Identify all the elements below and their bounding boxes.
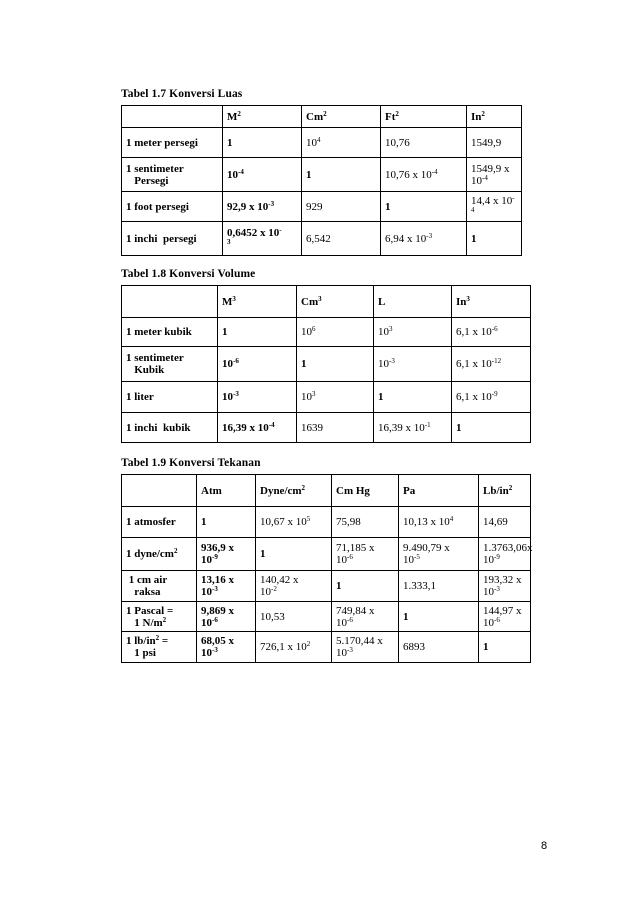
header-cell: L bbox=[374, 286, 452, 318]
row-label-cell: 1 liter bbox=[122, 382, 218, 413]
header-cell: Cm$^2$ bbox=[302, 106, 381, 128]
table-row bbox=[122, 507, 531, 538]
table-cell: 929 bbox=[302, 192, 381, 222]
table-header-row bbox=[122, 286, 531, 318]
row-label-cell: 1 foot persegi bbox=[122, 192, 223, 222]
table-cell: $10^6$ bbox=[297, 318, 374, 347]
table-cell: 1 bbox=[297, 347, 374, 382]
table-cell: 1 bbox=[332, 571, 399, 602]
table-cell: 10,76 bbox=[381, 128, 467, 158]
table-1-9-caption: Tabel 1.9 Konversi Tekanan bbox=[121, 457, 261, 469]
header-cell: Pa bbox=[399, 475, 479, 507]
header-cell: Cm Hg bbox=[332, 475, 399, 507]
table-cell: 1 bbox=[302, 158, 381, 192]
table-cell: 1549,9 x $10^{-4}$ bbox=[467, 158, 522, 192]
header-cell: Cm$^3$ bbox=[297, 286, 374, 318]
table-row bbox=[122, 318, 531, 347]
table-1-8 bbox=[121, 285, 531, 443]
table-header-row bbox=[122, 106, 522, 128]
table-cell: 6,1 x $10^{-12}$ bbox=[452, 347, 531, 382]
table-cell: 9,869 x $10^{-6}$ bbox=[197, 602, 256, 632]
table-cell: 14,69 bbox=[479, 507, 531, 538]
table-cell: 749,84 x $10^{-6}$ bbox=[332, 602, 399, 632]
table-row bbox=[122, 632, 531, 663]
table-cell: 10,13 x $10^4$ bbox=[399, 507, 479, 538]
table-cell: $10^{-3}$ bbox=[218, 382, 297, 413]
header-cell: In$^2$ bbox=[467, 106, 522, 128]
table-row bbox=[122, 538, 531, 571]
table-cell: 1.3763,06x $10^{-9}$ bbox=[479, 538, 531, 571]
table-cell: 16,39 x $10^{-4}$ bbox=[218, 413, 297, 443]
table-cell: 75,98 bbox=[332, 507, 399, 538]
row-label-cell: 1 meter persegi bbox=[122, 128, 223, 158]
table-1-7-caption: Tabel 1.7 Konversi Luas bbox=[121, 88, 243, 100]
row-label-cell: 1 dyne/$cm^2$ bbox=[122, 538, 197, 571]
table-cell: 6893 bbox=[399, 632, 479, 663]
table-cell: 9.490,79 x $10^{-5}$ bbox=[399, 538, 479, 571]
header-cell: Atm bbox=[197, 475, 256, 507]
table-cell: 71,185 x $10^{-6}$ bbox=[332, 538, 399, 571]
header-cell bbox=[122, 106, 223, 128]
table-cell: 1 bbox=[256, 538, 332, 571]
table-cell: 5.170,44 x $10^{-3}$ bbox=[332, 632, 399, 663]
table-row bbox=[122, 192, 522, 222]
table-cell: 13,16 x $10^{-3}$ bbox=[197, 571, 256, 602]
table-cell: 1 bbox=[399, 602, 479, 632]
table-cell: 68,05 x $10^{-3}$ bbox=[197, 632, 256, 663]
header-cell: $Lb/in^2$ bbox=[479, 475, 531, 507]
row-label-cell: 1 inchi persegi bbox=[122, 222, 223, 256]
table-cell: 10,67 x $10^5$ bbox=[256, 507, 332, 538]
table-cell: 16,39 x $10^{-1}$ bbox=[374, 413, 452, 443]
table-cell: 1.333,1 bbox=[399, 571, 479, 602]
table-cell: 144,97 x $10^{-6}$ bbox=[479, 602, 531, 632]
table-cell: 14,4 x $10^{-4}$ bbox=[467, 192, 522, 222]
table-row bbox=[122, 382, 531, 413]
table-cell: $10^{-6}$ bbox=[218, 347, 297, 382]
table-cell: 6,1 x $10^{-6}$ bbox=[452, 318, 531, 347]
row-label-cell: 1 atmosfer bbox=[122, 507, 197, 538]
row-label-cell: 1 inchi kubik bbox=[122, 413, 218, 443]
header-cell bbox=[122, 475, 197, 507]
row-label-cell: 1 sentimeter Persegi bbox=[122, 158, 223, 192]
table-cell: 6,94 x $10^{-3}$ bbox=[381, 222, 467, 256]
table-cell: 1 bbox=[467, 222, 522, 256]
table-cell: 936,9 x $10^{-9}$ bbox=[197, 538, 256, 571]
table-cell: 6,1 x $10^{-9}$ bbox=[452, 382, 531, 413]
table-cell: 193,32 x $10^{-3}$ bbox=[479, 571, 531, 602]
table-row bbox=[122, 128, 522, 158]
header-cell: Ft$^2$ bbox=[381, 106, 467, 128]
table-header-row bbox=[122, 475, 531, 507]
table-cell: 6,542 bbox=[302, 222, 381, 256]
table-row bbox=[122, 571, 531, 602]
table-row bbox=[122, 158, 522, 192]
table-cell: 1 bbox=[374, 382, 452, 413]
table-row bbox=[122, 347, 531, 382]
page-number: 8 bbox=[541, 840, 548, 852]
table-cell: 1 bbox=[218, 318, 297, 347]
row-label-cell: 1 Pascal = 1 $N/m^2$ bbox=[122, 602, 197, 632]
table-cell: $10^{-4}$ bbox=[223, 158, 302, 192]
header-cell: In$^3$ bbox=[452, 286, 531, 318]
header-cell: Dyne/$cm^2$ bbox=[256, 475, 332, 507]
table-1-9 bbox=[121, 474, 531, 663]
table-cell: $10^{-3}$ bbox=[374, 347, 452, 382]
table-row bbox=[122, 222, 522, 256]
header-cell: $M^2$ bbox=[223, 106, 302, 128]
row-label-cell: 1 sentimeter Kubik bbox=[122, 347, 218, 382]
table-1-8-caption: Tabel 1.8 Konversi Volume bbox=[121, 268, 256, 280]
table-cell: 10,53 bbox=[256, 602, 332, 632]
table-cell: 92,9 x $10^{-3}$ bbox=[223, 192, 302, 222]
header-cell: $M^3$ bbox=[218, 286, 297, 318]
table-cell: $10^3$ bbox=[297, 382, 374, 413]
header-cell bbox=[122, 286, 218, 318]
row-label-cell: 1 cm air raksa bbox=[122, 571, 197, 602]
table-cell: 1 bbox=[223, 128, 302, 158]
table-cell: 726,1 x $10^2$ bbox=[256, 632, 332, 663]
table-cell: $10^4$ bbox=[302, 128, 381, 158]
table-row bbox=[122, 413, 531, 443]
table-cell: 1 bbox=[452, 413, 531, 443]
table-1-7 bbox=[121, 105, 522, 256]
table-cell: $10^3$ bbox=[374, 318, 452, 347]
table-cell: 1 bbox=[197, 507, 256, 538]
table-cell: 0,6452 x 10- $^3$ bbox=[223, 222, 302, 256]
table-cell: 1549,9 bbox=[467, 128, 522, 158]
table-cell: 1639 bbox=[297, 413, 374, 443]
row-label-cell: 1 $lb/in^2$ = 1 psi bbox=[122, 632, 197, 663]
table-row bbox=[122, 602, 531, 632]
row-label-cell: 1 meter kubik bbox=[122, 318, 218, 347]
table-cell: 1 bbox=[479, 632, 531, 663]
table-cell: 10,76 x $10^{-4}$ bbox=[381, 158, 467, 192]
table-cell: 1 bbox=[381, 192, 467, 222]
table-cell: 140,42 x $10^{-2}$ bbox=[256, 571, 332, 602]
